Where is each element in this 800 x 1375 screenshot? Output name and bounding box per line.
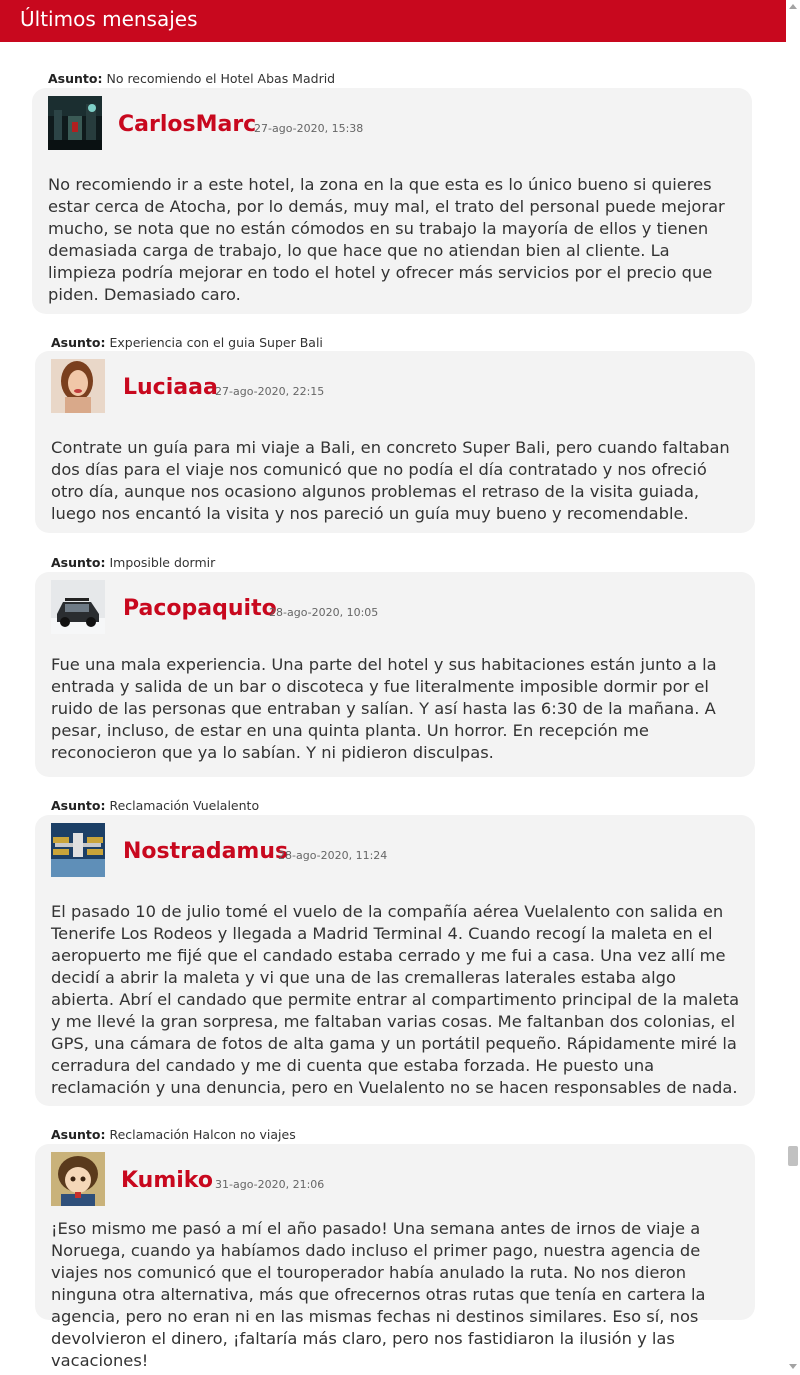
message-card <box>35 572 755 777</box>
page-title: Últimos mensajes <box>20 7 198 31</box>
avatar[interactable] <box>51 580 105 634</box>
subject-text: Reclamación Vuelalento <box>109 798 260 813</box>
avatar[interactable] <box>48 96 102 150</box>
username[interactable]: Kumiko <box>121 1168 213 1193</box>
scroll-up-arrow-icon[interactable] <box>789 4 797 9</box>
message-date: 27-ago-2020, 22:15 <box>215 385 325 398</box>
scroll-down-arrow-icon[interactable] <box>789 1364 797 1369</box>
message-card <box>35 815 755 1106</box>
message-body: El pasado 10 de julio tomé el vuelo de la compañía aérea Vuelalento con salida en Tenerife Los Rodeos y llegada a Madrid Terminal 4. Cuando recogí la maleta en el aeropuerto me fijé que el candado estaba cerrado y me fui a casa. Una vez allí me decidí a abrir la maleta y vi que una de las cremalleras laterales estaba algo abierta. Abrí el candado que permite entrar al compartimento principal de la maleta y me llevé la gran sorpresa, me faltaban varias cosas. Me faltanban dos colonias, el GPS, una cámara de fotos de alta gama y un portátil pequeño. Rápidamente miré la cerradura del candado y me di cuenta que estaba forzada. He puesto una reclamación y una denuncia, pero en Vuelalento no se hacen responsables de nada. <box>51 902 740 1097</box>
subject-prefix: Asunto: <box>51 1127 106 1142</box>
subject-prefix: Asunto: <box>48 71 103 86</box>
username[interactable]: CarlosMarc <box>118 112 257 137</box>
message-date: 28-ago-2020, 10:05 <box>269 606 379 619</box>
avatar[interactable] <box>51 1152 105 1206</box>
avatar[interactable] <box>51 359 105 413</box>
message-subject <box>51 555 215 570</box>
username[interactable]: Pacopaquito <box>123 596 277 621</box>
subject-prefix: Asunto: <box>51 335 106 350</box>
message-card <box>35 351 755 533</box>
message-subject <box>51 335 323 350</box>
scroll-thumb[interactable] <box>788 1146 798 1166</box>
subject-text: No recomiendo el Hotel Abas Madrid <box>106 71 336 86</box>
message-card <box>35 1144 755 1370</box>
username[interactable]: Nostradamus <box>123 839 289 864</box>
page-header <box>0 0 786 42</box>
subject-text: Reclamación Halcon no viajes <box>109 1127 296 1142</box>
message-body: Fue una mala experiencia. Una parte del hotel y sus habitaciones están junto a la entrada y salida de un bar o discoteca y fue literalmente imposible dormir por el ruido de las personas que entraban y salían. Y así hasta las 6:30 de la mañana. A pesar, incluso, de estar en una quinta planta. Un horror. En recepción me reconocieron que ya lo sabían. Y ni pidieron disculpas. <box>51 655 717 762</box>
message-body: ¡Eso mismo me pasó a mí el año pasado! Una semana antes de irnos de viaje a Noruega, cuando ya habíamos dado incluso el primer pago, nuestra agencia de viajes nos comunicó que el touroperador había anulado la ruta. No nos dieron ninguna otra alternativa, más que ofrecernos otras rutas que tenía en cartera la agencia, pero no eran ni en las mismas fechas ni destinos similares. Eso sí, nos devolvieron el dinero, ¡faltaría más claro, pero nos fastidiaron la ilusión y las vacaciones! <box>51 1219 706 1370</box>
avatar[interactable] <box>51 823 105 877</box>
message-body: No recomiendo ir a este hotel, la zona en la que esta es lo único bueno si quieres estar cerca de Atocha, por lo demás, muy mal, el trato del personal puede mejorar mucho, se nota que no están cómodos en su trabajo la mayoría de ellos y tienen demasiada carga de trabajo, lo que hace que no atiendan bien al cliente. La limpieza podría mejorar en todo el hotel y ofrecer más servicios por el precio que piden. Demasiado caro. <box>48 175 725 304</box>
username[interactable]: Luciaaa <box>123 375 218 400</box>
message-body: Contrate un guía para mi viaje a Bali, en concreto Super Bali, pero cuando faltaban dos días para el viaje nos comunicó que no podía el día contratado y nos ofreció otro día, aunque nos ocasiono algunos problemas el retraso de la visita guiada, luego nos encantó la visita y nos pareció un guía muy bueno y recomendable. <box>51 438 730 523</box>
message-card <box>32 88 752 314</box>
scrollbar[interactable] <box>786 0 800 1375</box>
subject-text: Imposible dormir <box>109 555 216 570</box>
subject-prefix: Asunto: <box>51 555 106 570</box>
message-date: 28-ago-2020, 11:24 <box>278 849 388 862</box>
message-date: 31-ago-2020, 21:06 <box>215 1178 325 1191</box>
message-subject <box>51 798 259 813</box>
message-subject <box>48 71 335 86</box>
message-date: 27-ago-2020, 15:38 <box>254 122 364 135</box>
message-subject <box>51 1127 296 1142</box>
subject-text: Experiencia con el guia Super Bali <box>109 335 323 350</box>
subject-prefix: Asunto: <box>51 798 106 813</box>
